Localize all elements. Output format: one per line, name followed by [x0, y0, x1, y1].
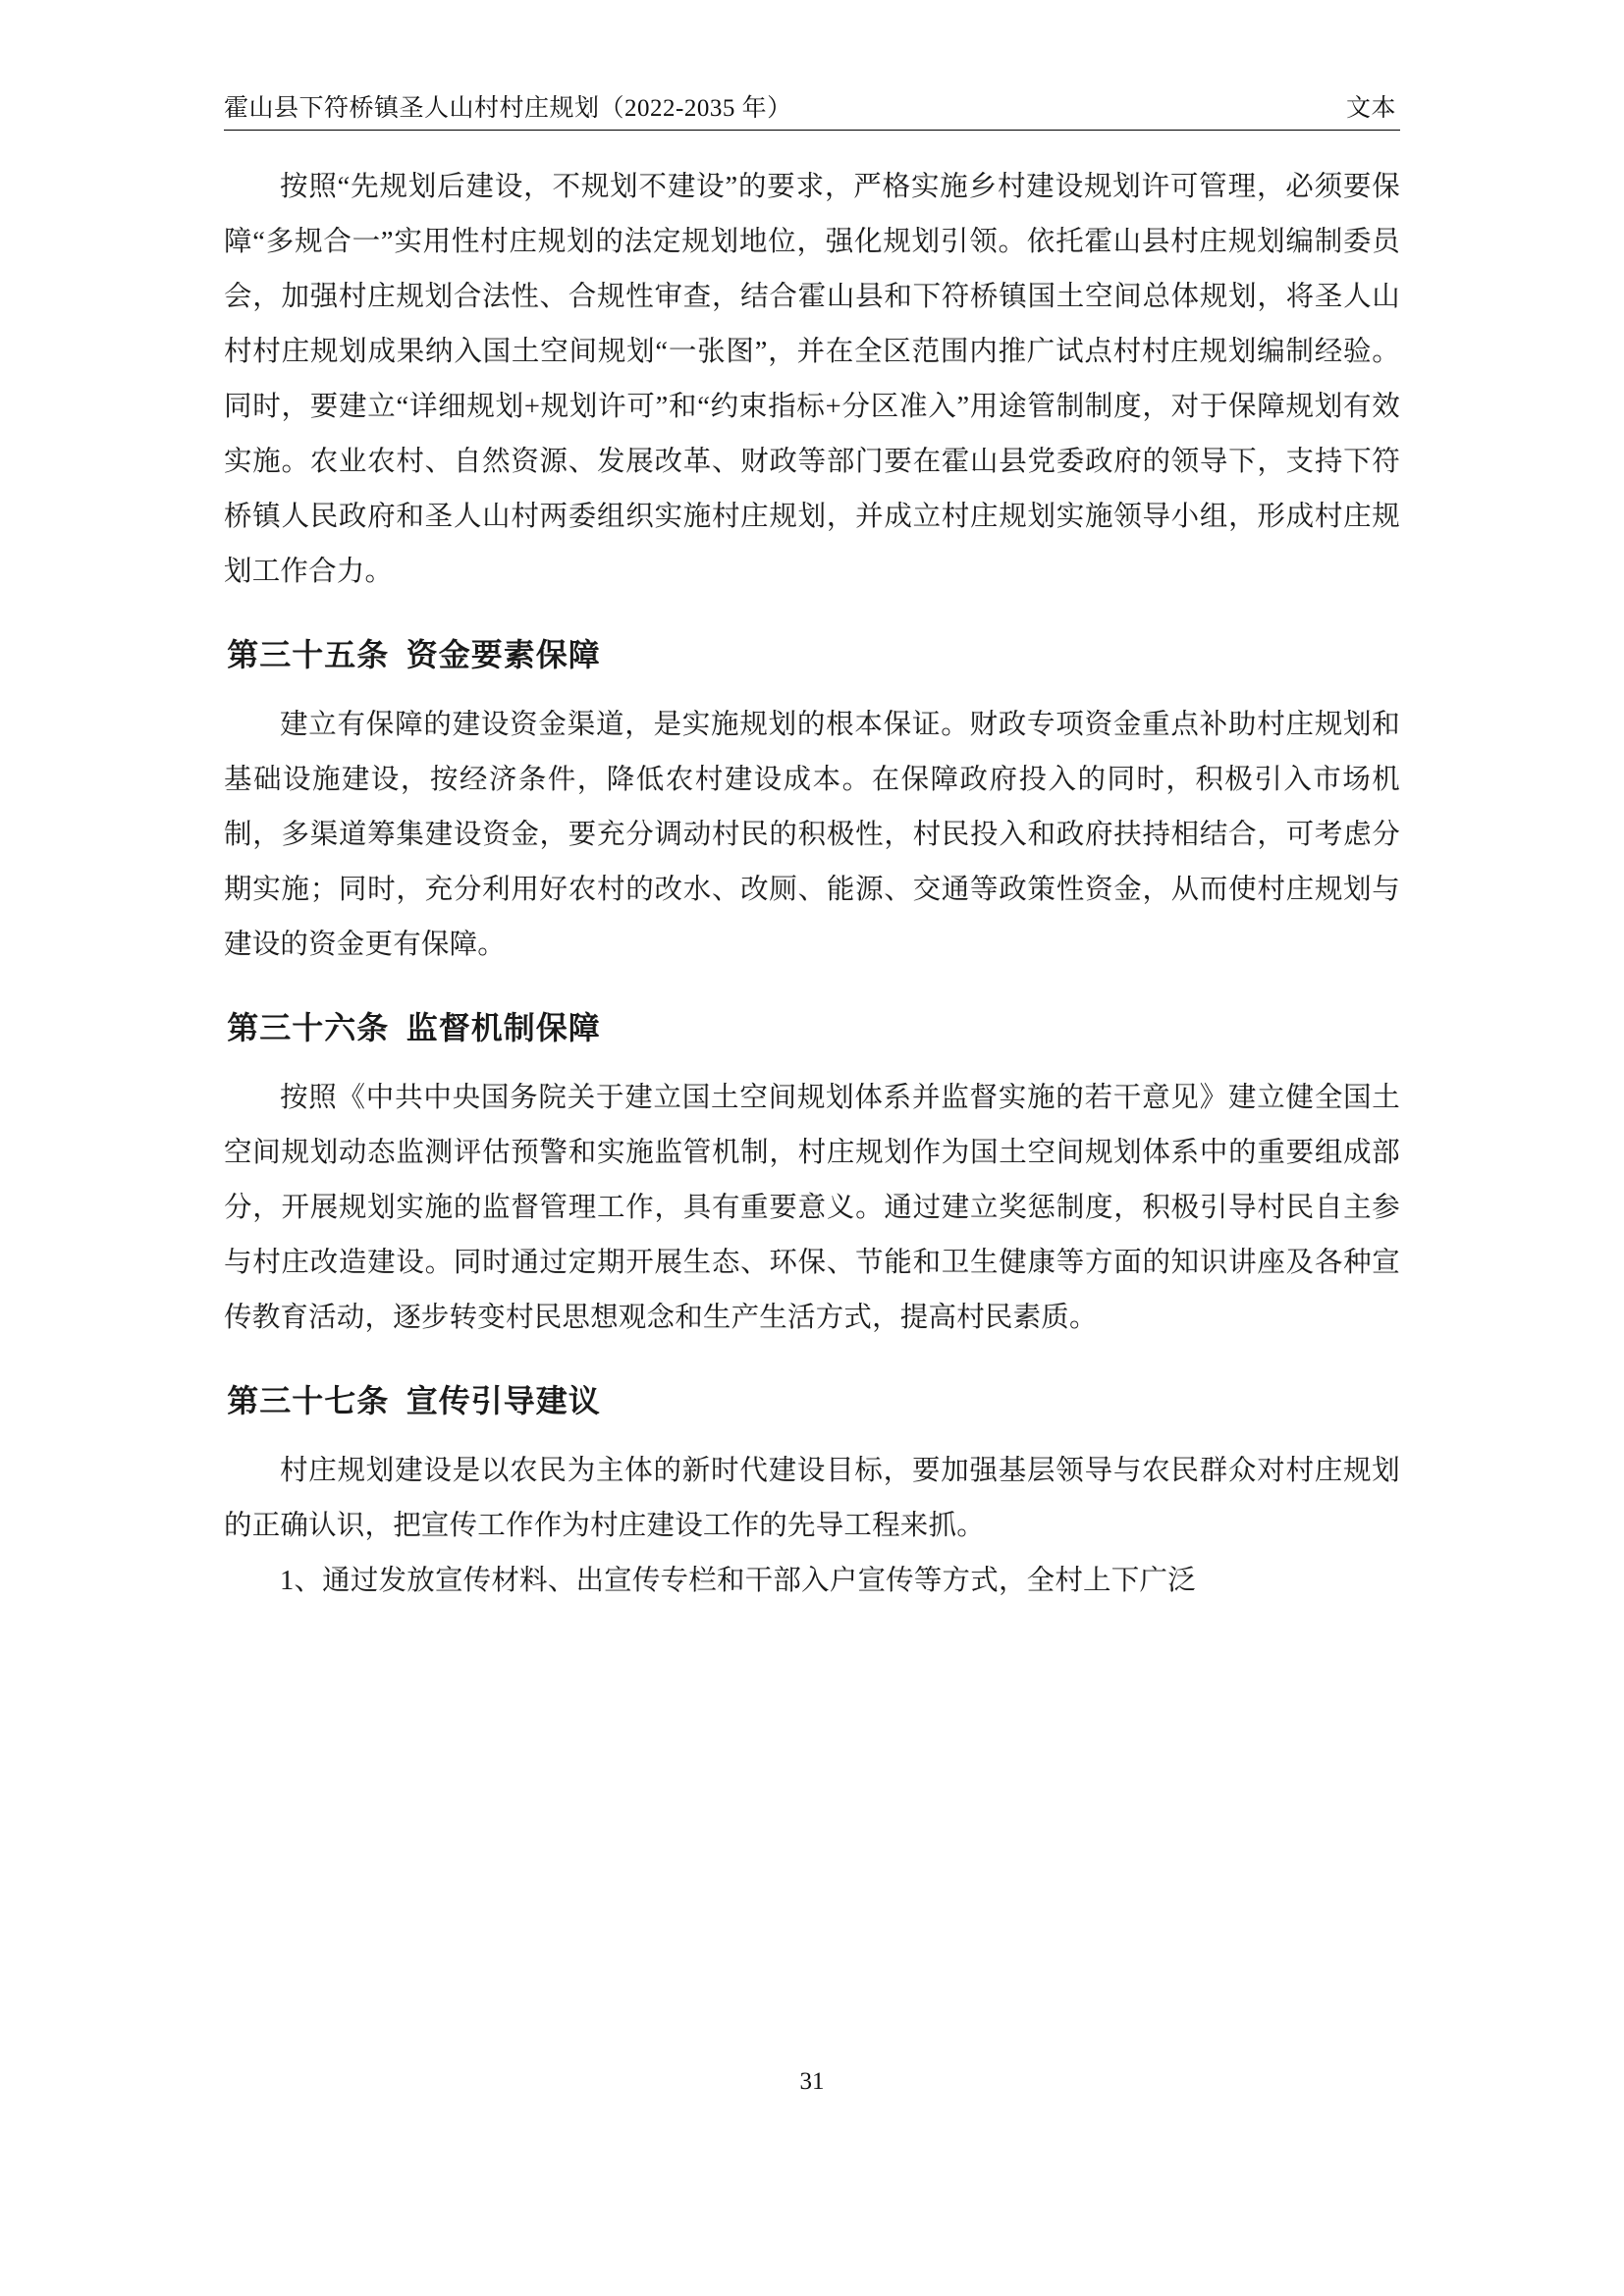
paragraph-35-1: 建立有保障的建设资金渠道，是实施规划的根本保证。财政专项资金重点补助村庄规划和基础设施建设，按经济条件，降低农村建设成本。在保障政府投入的同时，积极引入市场机制，多渠道筹集建设资金，要充分调动村民的积极性，村民投入和政府扶持相结合，可考虑分期实施；同时，充分利用好农村的改水、改厕、能源、交通等政策性资金，从而使村庄规划与建设的资金更有保障。: [224, 710, 1400, 960]
section-title-36: 监督机制保障: [406, 1009, 601, 1046]
paragraph-37-1: 村庄规划建设是以农民为主体的新时代建设目标，要加强基层领导与农民群众对村庄规划的正确认识，把宣传工作作为村庄建设工作的先导工程来抓。: [224, 1456, 1400, 1541]
section-heading-36: [224, 1000, 1400, 1055]
paragraph-37-2: 1、通过发放宣传材料、出宣传专栏和干部入户宣传等方式，全村上下广泛: [280, 1566, 1196, 1596]
section-title-35: 资金要素保障: [406, 636, 601, 673]
section-number-37: 第三十七条: [227, 1382, 390, 1419]
paragraph-36-1: 按照《中共中央国务院关于建立国土空间规划体系并监督实施的若干意见》建立健全国土空间规划动态监测评估预警和实施监管机制，村庄规划作为国土空间规划体系中的重要组成部分，开展规划实施的监督管理工作，具有重要意义。通过建立奖惩制度，积极引导村民自主参与村庄改造建设。同时通过定期开展生态、环保、节能和卫生健康等方面的知识讲座及各种宣传教育活动，逐步转变村民思想观念和生产生活方式，提高村民素质。: [224, 1083, 1400, 1333]
page-number: 31: [799, 2068, 825, 2095]
section-heading-35: [224, 627, 1400, 682]
document-body: [224, 160, 1400, 1609]
header-document-title: 霍山县下符桥镇圣人山村村庄规划（2022-2035 年）: [224, 95, 792, 122]
running-header: [224, 94, 1400, 124]
section-number-36: 第三十六条: [227, 1009, 390, 1046]
header-divider: [224, 130, 1400, 131]
section-heading-37: [224, 1373, 1400, 1428]
section-title-37: 宣传引导建议: [406, 1382, 601, 1419]
paragraph-intro-1: 按照“先规划后建设，不规划不建设”的要求，严格实施乡村建设规划许可管理，必须要保障“多规合一”实用性村庄规划的法定规划地位，强化规划引领。依托霍山县村庄规划编制委员会，加强村庄规划合法性、合规性审查，结合霍山县和下符桥镇国土空间总体规划，将圣人山村村庄规划成果纳入国土空间规划“一张图”，并在全区范围内推广试点村村庄规划编制经验。同时，要建立“详细规划+规划许可”和“约束指标+分区准入”用途管制制度，对于保障规划有效实施。农业农村、自然资源、发展改革、财政等部门要在霍山县党委政府的领导下，支持下符桥镇人民政府和圣人山村两委组织实施村庄规划，并成立村庄规划实施领导小组，形成村庄规划工作合力。: [224, 172, 1400, 587]
page-content: [224, 94, 1400, 1609]
header-section-label: 文本: [1345, 95, 1396, 122]
section-number-35: 第三十五条: [227, 636, 390, 673]
